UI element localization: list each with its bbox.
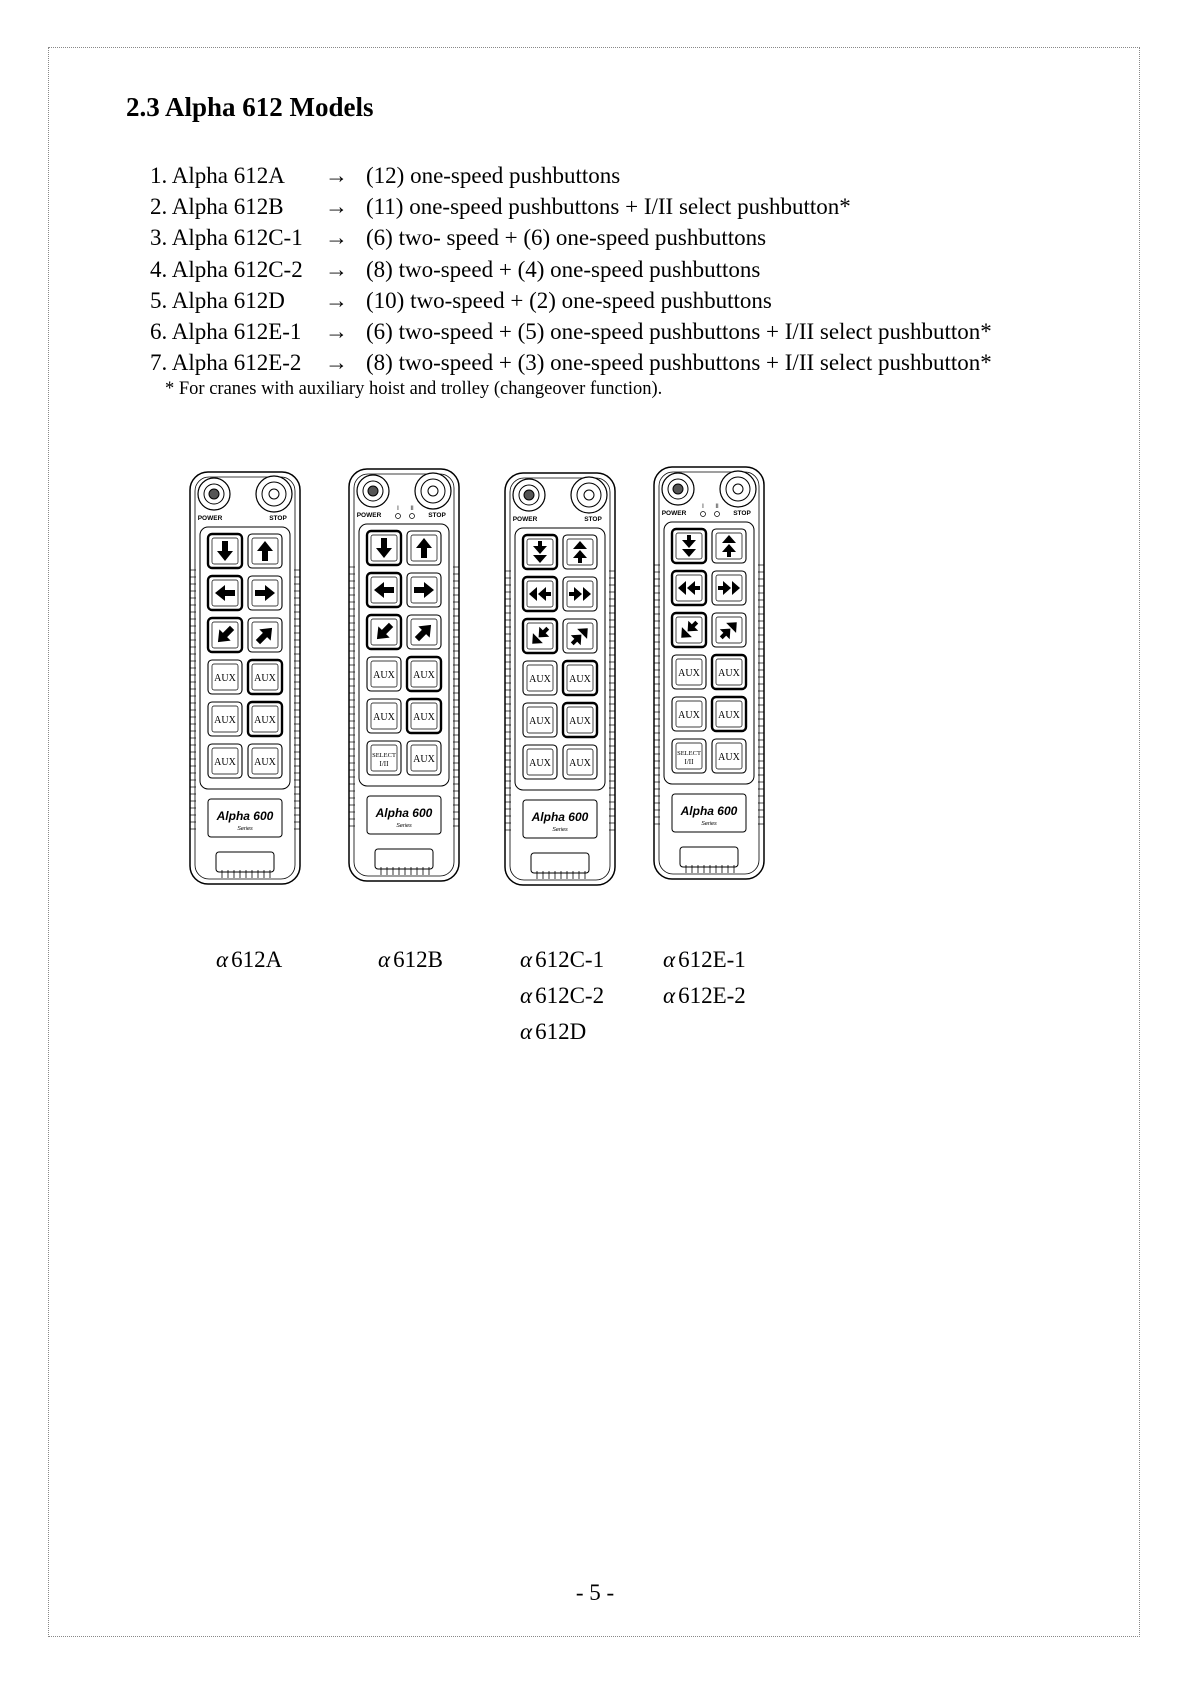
aux-label: AUX — [413, 712, 435, 723]
aux-button-icon — [563, 745, 597, 779]
aux-label: AUX — [254, 673, 276, 684]
alpha-symbol: α — [520, 983, 533, 1008]
aux-button-icon — [367, 699, 401, 733]
power-label: POWER — [356, 512, 382, 519]
page-number: - 5 - — [575, 1580, 615, 1605]
key-switch-icon — [198, 478, 230, 510]
series-label: Series — [701, 821, 717, 827]
power-label: POWER — [661, 510, 687, 517]
model-name: 4. Alpha 612C-2 — [150, 256, 303, 282]
aux-button-icon — [712, 739, 746, 773]
arrow-icon: → — [325, 350, 348, 376]
stop-label: STOP — [733, 510, 751, 517]
alpha-symbol: α — [216, 947, 229, 972]
model-desc: (8) two-speed + (4) one-speed pushbuttons — [366, 256, 761, 282]
aux-button-icon — [208, 744, 242, 778]
down-arrow-icon — [367, 531, 401, 565]
double-diagonal-up-arrow-icon — [563, 619, 597, 653]
down-arrow-icon — [208, 534, 242, 568]
aux-button-icon — [248, 702, 282, 736]
model-name: 7. Alpha 612E-2 — [150, 350, 302, 376]
series-label: Series — [552, 827, 568, 833]
indicator-lamp-icon — [715, 512, 720, 517]
arrow-icon: → — [325, 256, 348, 282]
aux-label: AUX — [373, 712, 395, 723]
right-arrow-icon — [407, 573, 441, 607]
brand-label: Alpha 600 — [680, 804, 738, 818]
aux-label: AUX — [718, 752, 740, 763]
aux-label: AUX — [718, 710, 740, 721]
up-arrow-icon — [407, 531, 441, 565]
caption-col-2 — [378, 942, 443, 978]
section-heading: 2.3 Alpha 612 Models — [126, 92, 374, 122]
model-desc: (6) two-speed + (5) one-speed pushbuttons + I/II select pushbutton* — [366, 318, 992, 344]
double-right-arrow-icon — [563, 577, 597, 611]
aux-label: AUX — [678, 668, 700, 679]
remote-612a-illustration — [186, 470, 304, 890]
aux-label: AUX — [529, 716, 551, 727]
select-label: SELECT — [677, 750, 701, 757]
aux-label: AUX — [678, 710, 700, 721]
indicator-lamp-icon — [396, 514, 401, 519]
double-right-arrow-icon — [712, 571, 746, 605]
caption: α 612B — [378, 947, 443, 972]
key-switch-icon — [662, 473, 694, 505]
aux-button-icon — [672, 697, 706, 731]
aux-button-icon — [712, 697, 746, 731]
stop-label: STOP — [269, 515, 287, 522]
aux-button-icon — [248, 744, 282, 778]
stop-knob-icon — [256, 476, 292, 512]
aux-label: AUX — [214, 757, 236, 768]
aux-button-icon — [248, 660, 282, 694]
model-desc: (10) two-speed + (2) one-speed pushbuttons — [366, 287, 772, 313]
aux-label: AUX — [569, 758, 591, 769]
key-switch-icon — [357, 475, 389, 507]
select-label: SELECT — [372, 752, 396, 759]
diagonal-up-arrow-icon — [407, 615, 441, 649]
alpha-symbol: α — [663, 983, 676, 1008]
indicator-lamp-icon — [410, 514, 415, 519]
aux-button-icon — [563, 661, 597, 695]
selector-ii-label: II — [715, 504, 719, 510]
left-arrow-icon — [208, 576, 242, 610]
right-arrow-icon — [248, 576, 282, 610]
model-name: 5. Alpha 612D — [150, 287, 285, 313]
double-diagonal-down-arrow-icon — [672, 613, 706, 647]
brand-label: Alpha 600 — [531, 810, 589, 824]
arrow-icon: → — [325, 225, 348, 251]
model-desc: (8) two-speed + (3) one-speed pushbuttons + I/II select pushbutton* — [366, 350, 992, 376]
stop-knob-icon — [415, 473, 451, 509]
aux-label: AUX — [569, 716, 591, 727]
caption: α 612A — [216, 947, 283, 972]
aux-button-icon — [672, 655, 706, 689]
remote-drawing — [186, 470, 304, 890]
select-button-icon — [367, 741, 401, 775]
aux-label: AUX — [569, 674, 591, 685]
stop-knob-icon — [720, 471, 756, 507]
series-label: Series — [237, 826, 253, 832]
model-name: 6. Alpha 612E-1 — [150, 318, 302, 344]
stop-label: STOP — [428, 512, 446, 519]
indicator-lamp-icon — [701, 512, 706, 517]
aux-button-icon — [712, 655, 746, 689]
arrow-icon: → — [325, 287, 348, 313]
double-down-arrow-icon — [523, 535, 557, 569]
aux-label: AUX — [214, 715, 236, 726]
aux-label: AUX — [529, 758, 551, 769]
model-desc: (12) one-speed pushbuttons — [366, 163, 621, 188]
remote-612b-illustration — [345, 467, 463, 887]
stop-knob-icon — [571, 477, 607, 513]
aux-label: AUX — [254, 757, 276, 768]
diagonal-down-arrow-icon — [367, 615, 401, 649]
series-label: Series — [396, 823, 412, 829]
footnote: * For cranes with auxiliary hoist and trolley (changeover function). — [165, 379, 663, 399]
aux-label: AUX — [373, 670, 395, 681]
aux-label: AUX — [254, 715, 276, 726]
arrow-icon: → — [325, 163, 348, 188]
alpha-symbol: α — [520, 1019, 533, 1044]
double-left-arrow-icon — [523, 577, 557, 611]
remote-drawing — [501, 471, 619, 891]
brand-label: Alpha 600 — [375, 806, 433, 820]
select-sub-label: I/II — [379, 760, 389, 768]
alpha-symbol: α — [520, 947, 533, 972]
aux-button-icon — [208, 660, 242, 694]
double-down-arrow-icon — [672, 529, 706, 563]
arrow-icon: → — [325, 194, 348, 220]
double-left-arrow-icon — [672, 571, 706, 605]
alpha-symbol: α — [378, 947, 391, 972]
power-label: POWER — [197, 515, 223, 522]
left-arrow-icon — [367, 573, 401, 607]
remote-612e-illustration — [650, 465, 768, 885]
model-desc: (11) one-speed pushbuttons + I/II select pushbutton* — [366, 194, 851, 220]
double-diagonal-down-arrow-icon — [523, 619, 557, 653]
aux-label: AUX — [413, 754, 435, 765]
selector-i-label: I — [702, 504, 704, 510]
alpha-symbol: α — [663, 947, 676, 972]
caption: α 612E-2 — [663, 983, 746, 1008]
aux-label: AUX — [529, 674, 551, 685]
aux-button-icon — [407, 741, 441, 775]
double-up-arrow-icon — [563, 535, 597, 569]
caption-col-4 — [663, 942, 746, 1014]
model-desc: (6) two- speed + (6) one-speed pushbuttons — [366, 225, 767, 251]
power-label: POWER — [512, 516, 538, 523]
select-sub-label: I/II — [684, 758, 694, 766]
aux-label: AUX — [214, 673, 236, 684]
caption: α 612E-1 — [663, 947, 746, 972]
select-button-icon — [672, 739, 706, 773]
remote-612c-illustration — [501, 471, 619, 891]
up-arrow-icon — [248, 534, 282, 568]
selector-ii-label: II — [410, 506, 414, 512]
aux-button-icon — [523, 703, 557, 737]
diagonal-down-arrow-icon — [208, 618, 242, 652]
brand-label: Alpha 600 — [216, 809, 274, 823]
diagonal-up-arrow-icon — [248, 618, 282, 652]
stop-label: STOP — [584, 516, 602, 523]
aux-label: AUX — [718, 668, 740, 679]
model-name: 3. Alpha 612C-1 — [150, 225, 303, 251]
remote-drawing — [650, 465, 768, 885]
key-switch-icon — [513, 479, 545, 511]
aux-label: AUX — [413, 670, 435, 681]
double-diagonal-up-arrow-icon — [712, 613, 746, 647]
double-up-arrow-icon — [712, 529, 746, 563]
aux-button-icon — [367, 657, 401, 691]
aux-button-icon — [407, 699, 441, 733]
model-name: 1. Alpha 612A — [150, 163, 285, 188]
aux-button-icon — [407, 657, 441, 691]
aux-button-icon — [563, 703, 597, 737]
caption: α 612C-2 — [520, 983, 605, 1008]
selector-i-label: I — [397, 506, 399, 512]
aux-button-icon — [523, 661, 557, 695]
remote-drawing — [345, 467, 463, 887]
caption: α 612C-1 — [520, 947, 605, 972]
aux-button-icon — [208, 702, 242, 736]
aux-button-icon — [523, 745, 557, 779]
caption-col-3 — [520, 942, 604, 1050]
model-name: 2. Alpha 612B — [150, 194, 284, 220]
caption: α 612D — [520, 1019, 587, 1044]
caption-col-1 — [216, 942, 282, 978]
arrow-icon: → — [325, 318, 348, 344]
